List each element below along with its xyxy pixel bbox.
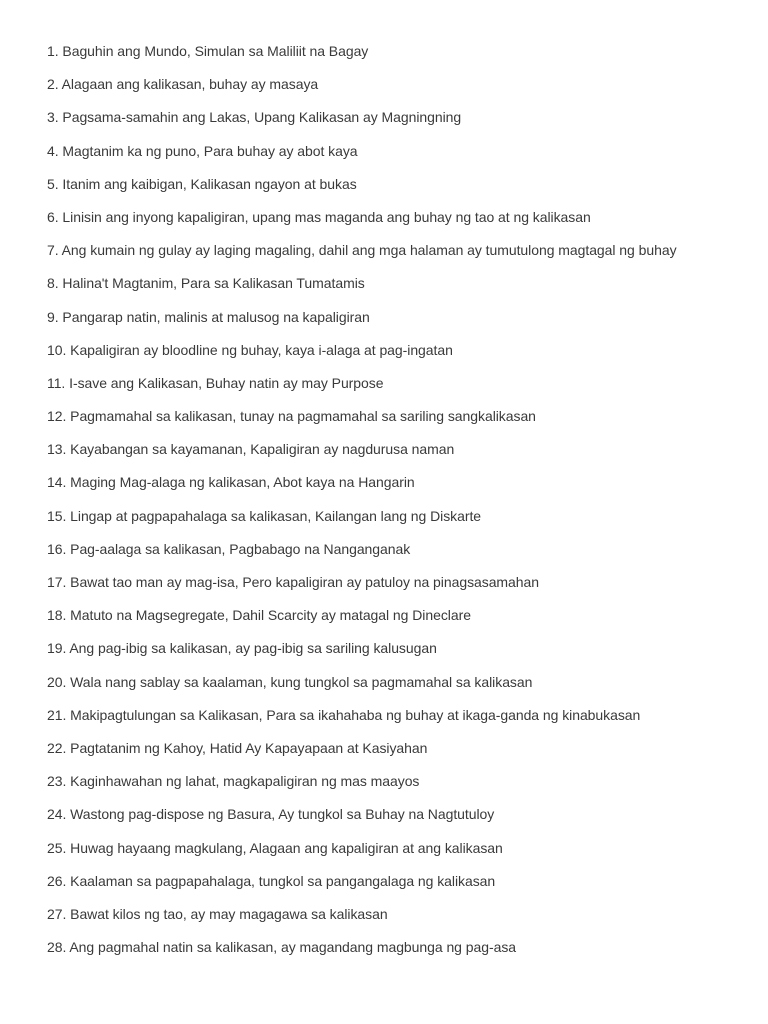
list-item: 26. Kaalaman sa pagpapahalaga, tungkol sa pangangalaga ng kalikasan	[47, 872, 496, 889]
list-item: 9. Pangarap natin, malinis at malusog na kapaligiran	[47, 308, 370, 325]
list-item: 24. Wastong pag-dispose ng Basura, Ay tungkol sa Buhay na Nagtutuloy	[47, 806, 495, 823]
slogan-list	[47, 41, 762, 970]
list-item: 7. Ang kumain ng gulay ay laging magaling, dahil ang mga halaman ay tumutulong magtagal ng buhay	[47, 242, 677, 259]
list-item: 15. Lingap at pagpapahalaga sa kalikasan, Kailangan lang ng Diskarte	[47, 507, 482, 524]
list-item: 21. Makipagtulungan sa Kalikasan, Para sa ikahahaba ng buhay at ikaga-ganda ng kinabukasan	[47, 706, 641, 723]
list-item: 10. Kapaligiran ay bloodline ng buhay, kaya i-alaga at pag-ingatan	[47, 341, 453, 358]
list-item: 1. Baguhin ang Mundo, Simulan sa Maliliit na Bagay	[47, 43, 369, 59]
list-item: 18. Matuto na Magsegregate, Dahil Scarcity ay matagal ng Dineclare	[47, 607, 471, 624]
list-item: 27. Bawat kilos ng tao, ay may magagawa sa kalikasan	[47, 905, 388, 922]
list-item: 5. Itanim ang kaibigan, Kalikasan ngayon at bukas	[47, 175, 357, 192]
list-item: 3. Pagsama-samahin ang Lakas, Upang Kalikasan ay Magningning	[47, 109, 462, 126]
list-item: 17. Bawat tao man ay mag-isa, Pero kapaligiran ay patuloy na pinagsasamahan	[47, 574, 539, 590]
list-item: 4. Magtanim ka ng puno, Para buhay ay abot kaya	[47, 142, 358, 159]
list-item: 19. Ang pag-ibig sa kalikasan, ay pag-ibig sa sariling kalusugan	[47, 640, 437, 657]
list-item: 13. Kayabangan sa kayamanan, Kapaligiran ay nagdurusa naman	[47, 441, 455, 458]
list-item: 2. Alagaan ang kalikasan, buhay ay masaya	[47, 76, 319, 93]
list-item: 28. Ang pagmahal natin sa kalikasan, ay magandang magbunga ng pag-asa	[47, 939, 517, 956]
list-item: 14. Maging Mag-alaga ng kalikasan, Abot kaya na Hangarin	[47, 474, 415, 491]
list-item: 23. Kaginhawahan ng lahat, magkapaligiran ng mas maayos	[47, 773, 420, 790]
list-item: 25. Huwag hayaang magkulang, Alagaan ang kapaligiran at ang kalikasan	[47, 839, 503, 856]
list-item: 22. Pagtatanim ng Kahoy, Hatid Ay Kapayapaan at Kasiyahan	[47, 739, 428, 756]
list-item: 20. Wala nang sablay sa kaalaman, kung tungkol sa pagmamahal sa kalikasan	[47, 673, 533, 690]
list-item: 16. Pag-aalaga sa kalikasan, Pagbabago na Nanganganak	[47, 540, 411, 557]
list-item: 8. Halina't Magtanim, Para sa Kalikasan Tumatamis	[47, 275, 365, 292]
list-item: 11. I-save ang Kalikasan, Buhay natin ay may Purpose	[47, 374, 384, 391]
list-item: 12. Pagmamahal sa kalikasan, tunay na pagmamahal sa sariling sangkalikasan	[47, 408, 536, 425]
list-item: 6. Linisin ang inyong kapaligiran, upang mas maganda ang buhay ng tao at ng kalikasan	[47, 208, 591, 225]
